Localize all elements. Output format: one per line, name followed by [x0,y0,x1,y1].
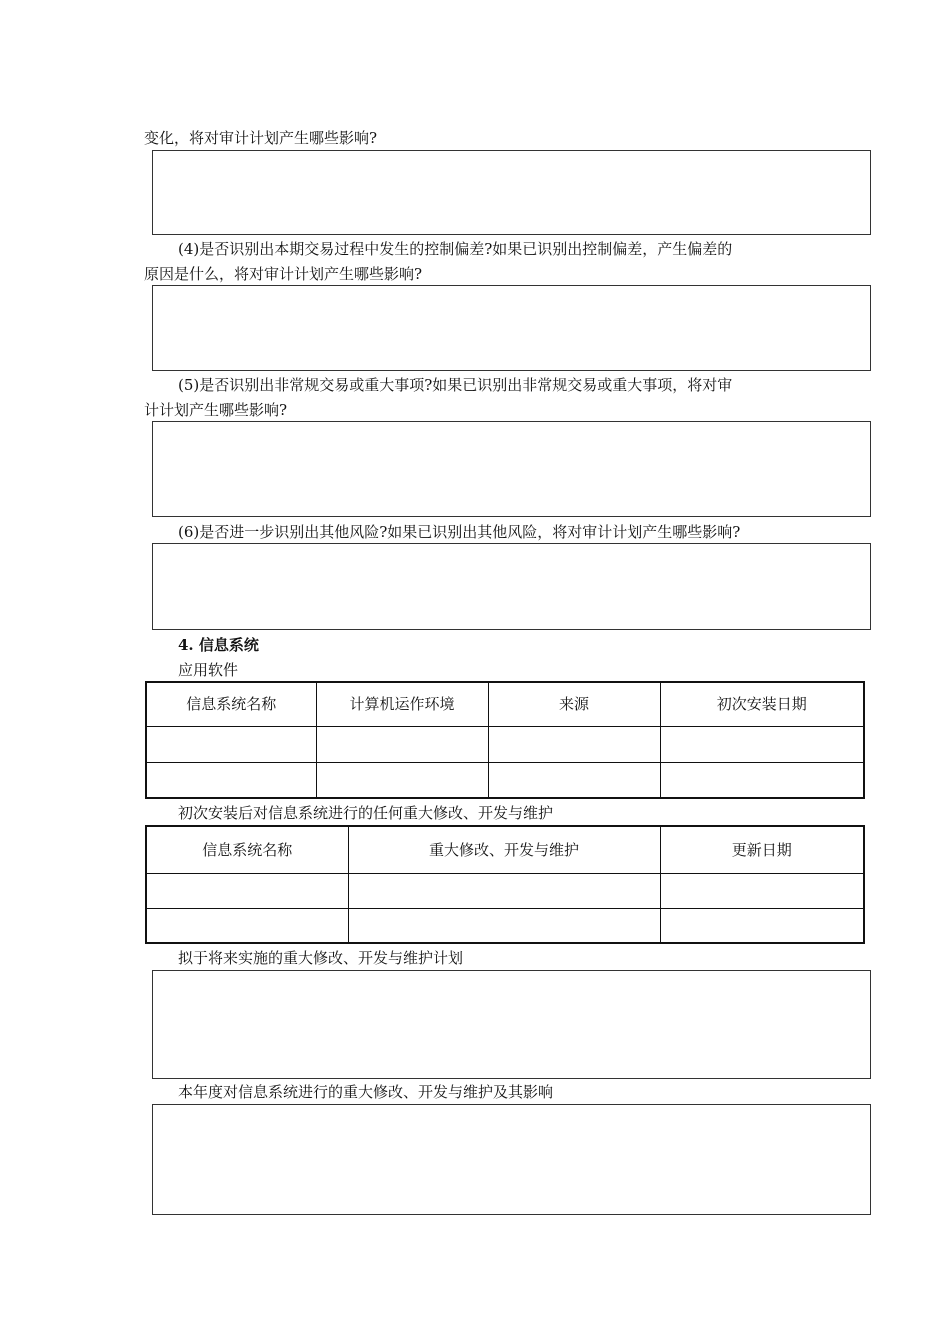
modifications-table [145,825,865,944]
table-row [146,762,864,798]
answer-box-q3[interactable] [152,150,871,235]
question-5-line2: 计计划产生哪些影响? [144,401,288,419]
table-cell[interactable] [660,873,864,908]
table-cell[interactable] [348,873,660,908]
table-cell[interactable] [660,908,864,943]
table-row [146,908,864,943]
answer-box-plan[interactable] [152,970,871,1079]
table-cell[interactable] [146,762,316,798]
question-6-line1: (6)是否进一步识别出其他风险?如果已识别出其他风险，将对审计计划产生哪些影响? [178,523,741,541]
question-5-line1: (5)是否识别出非常规交易或重大事项?如果已识别出非常规交易或重大事项，将对审 [178,376,733,394]
plan-label: 拟于将来实施的重大修改、开发与维护计划 [178,949,464,967]
table-header-row [146,826,864,873]
table-cell[interactable] [488,726,660,762]
table-cell[interactable] [146,873,348,908]
table-header-cell: 来源 [488,682,660,726]
table-cell[interactable] [146,908,348,943]
table-header-cell: 信息系统名称 [146,682,316,726]
answer-box-q6[interactable] [152,543,871,630]
table-cell[interactable] [316,726,488,762]
question-3-tail: 变化，将对审计计划产生哪些影响? [144,129,378,147]
table-header-cell: 初次安装日期 [660,682,864,726]
table-header-cell: 更新日期 [660,826,864,873]
table-cell[interactable] [660,762,864,798]
table-cell[interactable] [348,908,660,943]
table-header-cell: 重大修改、开发与维护 [348,826,660,873]
question-4-line2: 原因是什么，将对审计计划产生哪些影响? [144,265,423,283]
table-header-cell: 计算机运作环境 [316,682,488,726]
table-cell[interactable] [316,762,488,798]
answer-box-q4[interactable] [152,285,871,371]
table-header-cell: 信息系统名称 [146,826,348,873]
table-cell[interactable] [660,726,864,762]
answer-box-current-year[interactable] [152,1104,871,1215]
table-header-row [146,682,864,726]
current-year-label: 本年度对信息系统进行的重大修改、开发与维护及其影响 [178,1083,554,1101]
app-software-table [145,681,865,799]
table-2-caption: 初次安装后对信息系统进行的任何重大修改、开发与维护 [178,804,554,822]
table-cell[interactable] [146,726,316,762]
section-4-title: 4. 信息系统 [178,636,259,654]
question-4-line1: (4)是否识别出本期交易过程中发生的控制偏差?如果已识别出控制偏差，产生偏差的 [178,240,733,258]
table-row [146,873,864,908]
answer-box-q5[interactable] [152,421,871,517]
table-row [146,726,864,762]
table-cell[interactable] [488,762,660,798]
app-software-label: 应用软件 [178,661,239,679]
